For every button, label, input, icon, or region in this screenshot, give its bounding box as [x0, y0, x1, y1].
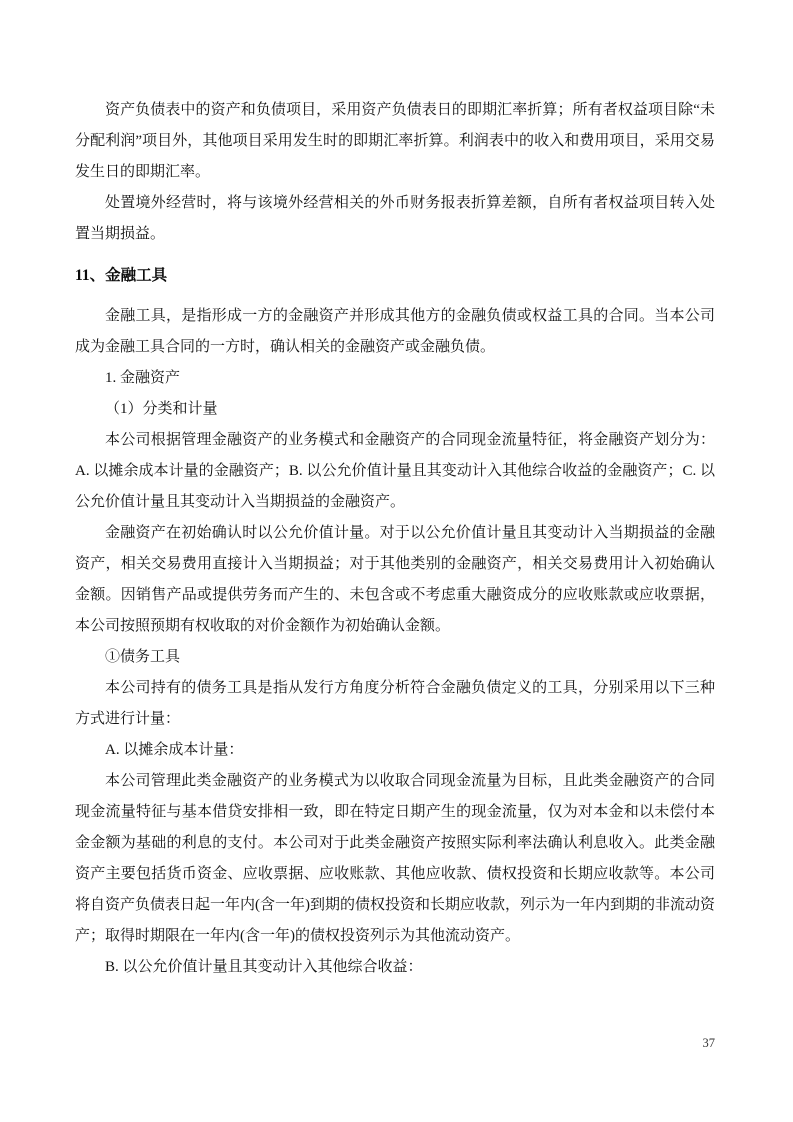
item-debt-instruments: ①债务工具: [105, 649, 181, 665]
paragraph-financial-instrument-definition: 金融工具，是指形成一方的金融资产并形成其他方的金融负债或权益工具的合同。当本公司成为金融工具合同的一方时，确认相关的金融资产或金融负债。: [75, 308, 715, 355]
item-classification-and-measurement: （1）分类和计量: [105, 401, 218, 417]
item-fvoci: B. 以公允价值计量且其变动计入其他综合收益：: [105, 959, 423, 975]
paragraph-amortized-cost: 本公司管理此类金融资产的业务模式为以收取合同现金流量为目标，且此类金融资产的合同现金流量特征与基本借贷安排相一致，即在特定日期产生的现金流量，仅为对本金和以未偿付本金金额为基础的利息的支付。本公司对于此类金融资产按照实际利率法确认利息收入。此类金融资产主要包括货币资金、应收票据、应收账款、其他应收款、债权投资和长期应收款等。本公司将自资产负债表日起一年内(含一年)到期的债权投资和长期应收款，列示为一年内到期的非流动资产；取得时期限在一年内(含一年)的债权投资列示为其他流动资产。: [75, 773, 715, 944]
item-amortized-cost: A. 以摊余成本计量：: [105, 742, 244, 758]
page-number: 37: [702, 1036, 715, 1050]
paragraph-foreign-operation-disposal: 处置境外经营时，将与该境外经营相关的外币财务报表折算差额，自所有者权益项目转入处置当期损益。: [75, 195, 715, 242]
section-heading-financial-instruments: 11、金融工具: [75, 267, 168, 284]
page-content: [75, 95, 715, 983]
paragraph-fx-translation: 资产负债表中的资产和负债项目，采用资产负债表日的即期汇率折算；所有者权益项目除“未分配利润”项目外，其他项目采用发生时的即期汇率折算。利润表中的收入和费用项目，采用交易发生日的即期汇率。: [75, 102, 715, 180]
item-financial-assets: 1. 金融资产: [105, 370, 181, 386]
paragraph-asset-classification: 本公司根据管理金融资产的业务模式和金融资产的合同现金流量特征，将金融资产划分为：A. 以摊余成本计量的金融资产；B. 以公允价值计量且其变动计入其他综合收益的金融资产；C. 以公允价值计量且其变动计入当期损益的金融资产。: [75, 432, 715, 510]
paragraph-initial-measurement: 金融资产在初始确认时以公允价值计量。对于以公允价值计量且其变动计入当期损益的金融资产，相关交易费用直接计入当期损益；对于其他类别的金融资产，相关交易费用计入初始确认金额。因销售产品或提供劳务而产生的、未包含或不考虑重大融资成分的应收账款或应收票据，本公司按照预期有权收取的对价金额作为初始确认金额。: [75, 525, 715, 634]
paragraph-debt-instruments: 本公司持有的债务工具是指从发行方角度分析符合金融负债定义的工具，分别采用以下三种方式进行计量：: [75, 680, 715, 727]
